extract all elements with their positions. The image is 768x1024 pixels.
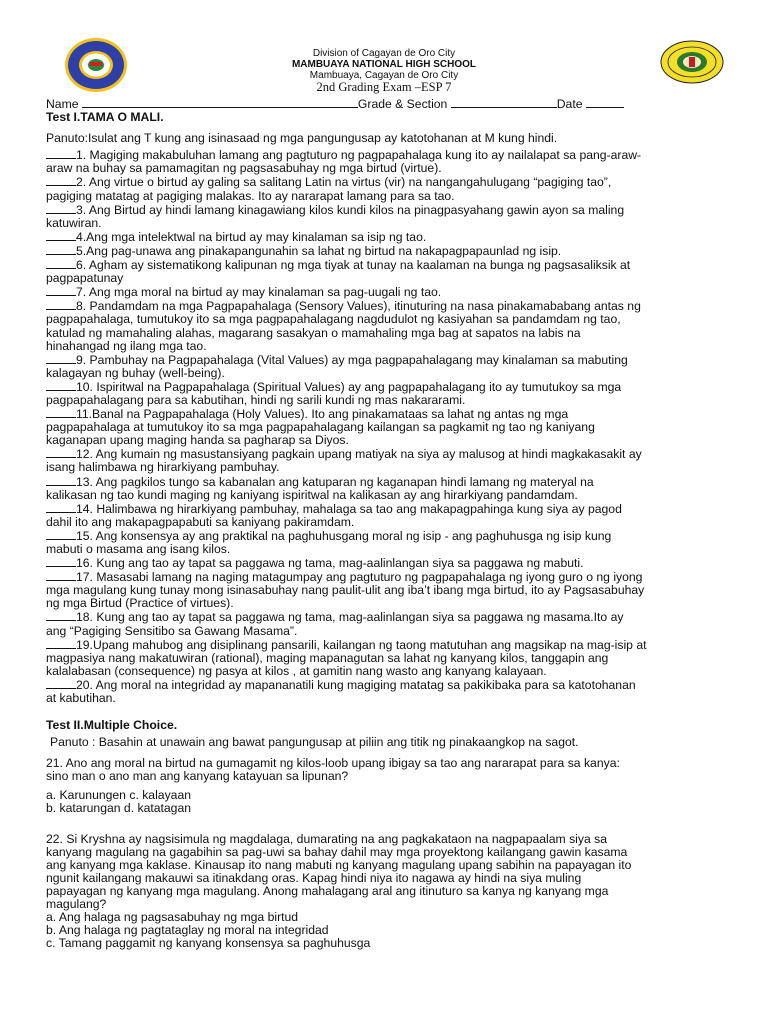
tf-item-continuation <box>46 340 726 353</box>
name-blank[interactable] <box>82 98 358 108</box>
tf-item <box>46 299 726 352</box>
answer-blank[interactable] <box>46 380 76 391</box>
tf-item-continuation <box>46 665 726 678</box>
q22-line-2: kanyang magulang na gagabihin sa pag-uwi sa bahay dahil may mga proyektong kailangang gawin kasama <box>46 845 628 859</box>
answer-blank[interactable] <box>46 447 76 458</box>
tf-item-statement <box>46 148 726 162</box>
tf-item-text: katulad ng mamahaling alahas, magarang sasakyan o mamahaling mga bag at sapatos na labis na <box>46 326 581 340</box>
tf-item-continuation <box>46 516 726 529</box>
tf-item-statement <box>46 610 726 624</box>
tf-item-text: mabuti o masama ang isang kilos. <box>46 543 231 556</box>
tf-item-statement <box>46 258 726 272</box>
tf-item-statement <box>46 230 726 244</box>
division-name: Division of Cagayan de Oro City <box>312 48 456 59</box>
tf-item-text: 4.Ang mga intelektwal na birtud ay may kinalaman sa isip ng tao. <box>76 229 427 244</box>
tf-item <box>46 678 726 705</box>
test2-title: Test II.Multiple Choice. <box>46 719 178 733</box>
tf-item-statement <box>46 502 726 516</box>
tf-item-text: 7. Ang mga moral na birtud ay may kinalaman sa pag-uugali ng tao. <box>76 285 442 300</box>
tf-item-text: 17. Masasabi lamang na naging matagumpay ang pagtuturo ng pagpapahalaga ng iyong guro o ng iyong <box>76 570 643 585</box>
tf-item-continuation <box>46 190 726 203</box>
tf-item-continuation <box>46 461 726 474</box>
q22-choice-a[interactable]: a. Ang halaga ng pagsasabuhay ng mga birtud <box>46 911 299 925</box>
tf-item-text: 14. Halimbawa ng hirarkiyang pambuhay, mahalaga sa tao ang makapagpahinga kung siya ay pagod <box>76 501 622 516</box>
test2-instruction-label: Panuto : <box>50 736 96 750</box>
exam-body <box>46 98 726 951</box>
tf-item-statement <box>46 285 726 299</box>
tf-item-continuation <box>46 692 726 705</box>
tf-item-text: 19.Upang mahubog ang disiplinang pansarili, kailangan ng taong matutuhan ang magsikap na mag-isip at <box>76 637 647 652</box>
tf-item-text: dahil ito ang makapagpapabuti sa kaniyang pakiramdam. <box>46 515 355 529</box>
q21-choice-ac[interactable]: a. Karunungen c. kalayaan <box>46 788 192 802</box>
tf-item <box>46 230 726 244</box>
answer-blank[interactable] <box>46 638 76 649</box>
tf-item-continuation <box>46 162 726 175</box>
tf-item <box>46 353 726 380</box>
tf-item-text: at kabutihan. <box>46 692 116 706</box>
tf-item-text: kalalabasan (consequence) ng pasya at kilos , at gamitin nang wasto ang kanyang kalayaan. <box>46 664 547 678</box>
tf-item-text: 11.Banal na Pagpapahalaga (Holy Values). Ito ang pinakamataas sa lahat ng antas ng mga <box>76 407 569 422</box>
tf-item-text: 6. Agham ay sistematikong kalipunan ng mga tiyak at tunay na kaalaman na bunga ng pagsasaliksik at <box>76 258 631 273</box>
q22-line-4: ngunit kailangang makauwi sa itinakdang oras. Kapag hindi niya ito nagawa ay hindi na siya muling <box>46 871 582 885</box>
tf-item-text: pagiging matatag at pagiging malakas. Ito ay nararapat lamang para sa tao. <box>46 189 455 203</box>
grade-blank[interactable] <box>451 98 557 108</box>
tf-item-statement <box>46 475 726 489</box>
test2-instruction: Basahin at unawain ang bawat pangungusap at piliin ang titik ng pinakaangkop na sagot. <box>98 736 579 750</box>
tf-item <box>46 244 726 258</box>
tf-item <box>46 529 726 556</box>
answer-blank[interactable] <box>46 175 76 186</box>
tf-item <box>46 203 726 230</box>
answer-blank[interactable] <box>46 285 76 296</box>
q21-line-1: 21. Ano ang moral na birtud na gumagamit ng kilos-loob upang ibigay sa tao ang nararapat para sa kanya: <box>46 757 620 771</box>
test2-instruction-line <box>46 736 726 749</box>
answer-blank[interactable] <box>46 230 76 241</box>
tf-item-continuation <box>46 272 726 285</box>
tf-item-text: 9. Pambuhay na Pagpapahalaga (Vital Values) ay mga pagpapahalagang may kinalaman sa mabuting <box>76 352 628 367</box>
tf-item <box>46 148 726 175</box>
tf-item <box>46 447 726 474</box>
tf-item-statement <box>46 529 726 543</box>
tf-item-text: pagpapahalagang para sa kabutihan, hindi ng sarili kundi ng mas nakararami. <box>46 393 466 407</box>
tf-item-text: mga magulang kung tunay mong isinasabuhay nang paulit-ulit ang iba’t ibang mga birtud, ito ay Pagsasabuhay <box>46 584 645 598</box>
q21-choice-bd[interactable]: b. katarungan d. katatagan <box>46 801 192 815</box>
tf-item-text: kalikasan ng tao kundi maging ng kaniyang ispiritwal na kalikasan ay ang hirarkiyang pandamdam. <box>46 488 578 502</box>
tf-item-text: 1. Magiging makabuluhan lamang ang pagtuturo ng pagpapahalaga kung ito ay nailalapat sa pang-araw- <box>76 148 642 163</box>
exam-title: 2nd Grading Exam –ESP 7 <box>316 80 452 94</box>
tf-item-text: ng mga Birtud (Practice of virtues). <box>46 597 234 611</box>
student-info-line <box>46 98 726 111</box>
tf-item-statement <box>46 380 726 394</box>
tf-item-text: magpasiya nang makatuwiran (rational), maging mapanagutan sa lahat ng kanyang kilos, tanggapin ang <box>46 651 609 665</box>
tf-item-text: kaganapan upang maging handa sa pagharap sa Diyos. <box>46 434 349 448</box>
tf-item-text: isang halimbawa ng hirarkiyang pambuhay. <box>46 461 280 475</box>
tf-item-continuation <box>46 394 726 407</box>
answer-blank[interactable] <box>46 148 76 159</box>
q22-line-3: ang kanyang mga kaklase. Kinausap ito nang mabuti ng kanyang magulang upang sabihin na papayagan ito <box>46 858 632 872</box>
tf-item-continuation <box>46 367 726 380</box>
tf-item-continuation <box>46 434 726 447</box>
tf-item-text: 5.Ang pag-unawa ang pinakapangunahin sa lahat ng birtud na nakapagpapaunlad ng isip. <box>76 243 562 258</box>
date-label: Date <box>556 98 583 111</box>
tf-item-statement <box>46 175 726 189</box>
date-blank[interactable] <box>586 98 624 108</box>
tf-item-statement <box>46 203 726 217</box>
q21-line-2: sino man o ano man ang kanyang katayuan sa lipunan? <box>46 770 349 784</box>
tf-item-text: katuwiran. <box>46 216 102 230</box>
tf-item-text: araw na buhay sa pamamagitan ng pagsasabuhay ng mga birtud (virtue). <box>46 162 442 176</box>
tf-item-text: hinahangad ng ilang mga tao. <box>46 339 207 353</box>
answer-blank[interactable] <box>46 244 76 255</box>
test1-items <box>46 148 726 705</box>
tf-item-text: 13. Ang pagkilos tungo sa kabanalan ang katuparan ng kaganapan hindi lamang ng materyal na <box>76 474 594 489</box>
school-name: MAMBUAYA NATIONAL HIGH SCHOOL <box>291 59 477 70</box>
tf-item-text: 16. Kung ang tao ay tapat sa paggawa ng tama, mag-aalinlangan siya sa paggawa ng mabuti. <box>76 556 584 571</box>
tf-item-text: 15. Ang konsensya ay ang praktikal na paghuhusgang moral ng isip - ang paghuhusga ng isip kung <box>76 528 612 543</box>
tf-item-text: 2. Ang virtue o birtud ay galing sa salitang Latin na virtus (vir) na nangangahulugang “pagiging tao”, <box>76 175 612 190</box>
tf-item-text: ang “Pagiging Sensitibo sa Gawang Masama”. <box>46 624 298 638</box>
tf-item-statement <box>46 678 726 692</box>
tf-item-statement <box>46 299 726 313</box>
answer-blank[interactable] <box>46 556 76 567</box>
tf-item <box>46 407 726 447</box>
tf-item-continuation <box>46 327 726 340</box>
tf-item-statement <box>46 570 726 584</box>
tf-item <box>46 380 726 407</box>
tf-item <box>46 175 726 202</box>
tf-item-text: pagpapatunay <box>46 272 124 286</box>
tf-item-statement <box>46 447 726 461</box>
tf-item <box>46 610 726 637</box>
tf-item <box>46 570 726 610</box>
grade-label: Grade & Section <box>357 98 448 111</box>
tf-item-text: 10. Ispiritwal na Pagpapahalaga (Spiritual Values) ay ang pagpapahalagang ito ay tumutukoy sa mga <box>76 379 622 394</box>
tf-item-text: 20. Ang moral na integridad ay mapananatili kung magiging matatag sa pakikibaka para sa katotohanan <box>76 677 636 692</box>
answer-blank[interactable] <box>46 258 76 269</box>
tf-item-continuation <box>46 543 726 556</box>
tf-item-continuation <box>46 489 726 502</box>
tf-item-continuation <box>46 597 726 610</box>
answer-blank[interactable] <box>46 678 76 689</box>
tf-item-continuation <box>46 313 726 326</box>
tf-item <box>46 258 726 285</box>
answer-blank[interactable] <box>46 299 76 310</box>
tf-item-statement <box>46 244 726 258</box>
tf-item-text: pagpapahalaga at tumutukoy ito sa mga pagpapahalagang kailangan sa pagkamit ng tao ng kaniyang <box>46 421 595 435</box>
tf-item <box>46 556 726 570</box>
tf-item-text: kalagayan ng buhay (well-being). <box>46 366 225 380</box>
tf-item-text: 8. Pandamdam na mga Pagpapahalaga (Sensory Values), itinuturing na nasa pinakamababang antas ng <box>76 299 641 314</box>
answer-blank[interactable] <box>46 407 76 418</box>
tf-item <box>46 285 726 299</box>
answer-blank[interactable] <box>46 353 76 364</box>
answer-blank[interactable] <box>46 529 76 540</box>
answer-blank[interactable] <box>46 502 76 513</box>
tf-item-continuation <box>46 584 726 597</box>
tf-item-text: 12. Ang kumain ng masustansiyang pagkain upang matiyak na siya ay malusog at hindi magkakasakit ay <box>76 447 642 462</box>
tf-item-text: 3. Ang Birtud ay hindi lamang kinagawiang kilos kundi kilos na pinagpasyahang gawin ayon sa maling <box>76 202 625 217</box>
tf-item-statement <box>46 407 726 421</box>
q22-line-5: papayagan ng kanyang mga magulang. Anong mahalagang aral ang itinuturo sa kanya ng kanyang mga <box>46 885 609 899</box>
tf-item-statement <box>46 353 726 367</box>
tf-item <box>46 638 726 678</box>
q22-choice-c[interactable]: c. Tamang paggamit ng kanyang konsensya sa paghuhusga <box>46 937 371 951</box>
answer-blank[interactable] <box>46 203 76 214</box>
test1-title: Test I.TAMA O MALI. <box>46 111 164 125</box>
q22-line-1: 22. Si Kryshna ay nagsisimula ng magdalaga, dumarating na ang pagkakataon na nagpapaalam siya sa <box>46 832 607 846</box>
tf-item-continuation <box>46 421 726 434</box>
answer-blank[interactable] <box>46 570 76 581</box>
q22-line-6: magulang? <box>46 898 107 912</box>
tf-item-text: pagpapahalaga, tumutukoy ito sa mga pagpapahalagang nagdudulot ng kasiyahan sa pandamdam ng tao, <box>46 313 621 327</box>
tf-item-statement <box>46 638 726 652</box>
exam-header <box>0 48 768 94</box>
answer-blank[interactable] <box>46 610 76 621</box>
school-address: Mambuaya, Cagayan de Oro City <box>309 70 459 81</box>
q22-choice-b[interactable]: b. Ang halaga ng pagtataglay ng moral na integridad <box>46 924 329 938</box>
answer-blank[interactable] <box>46 475 76 486</box>
name-label: Name <box>46 98 79 111</box>
tf-item-statement <box>46 556 726 570</box>
tf-item <box>46 475 726 502</box>
tf-item-continuation <box>46 625 726 638</box>
tf-item <box>46 502 726 529</box>
tf-item-text: 18. Kung ang tao ay tapat sa paggawa ng tama, mag-aalinlangan siya sa paggawa ng masama.Ito ay <box>76 610 624 625</box>
test1-instruction: Panuto:Isulat ang T kung ang isinasaad ng mga pangungusap ay katotohanan at M kung hindi. <box>46 132 558 146</box>
tf-item-continuation <box>46 652 726 665</box>
tf-item-continuation <box>46 217 726 230</box>
